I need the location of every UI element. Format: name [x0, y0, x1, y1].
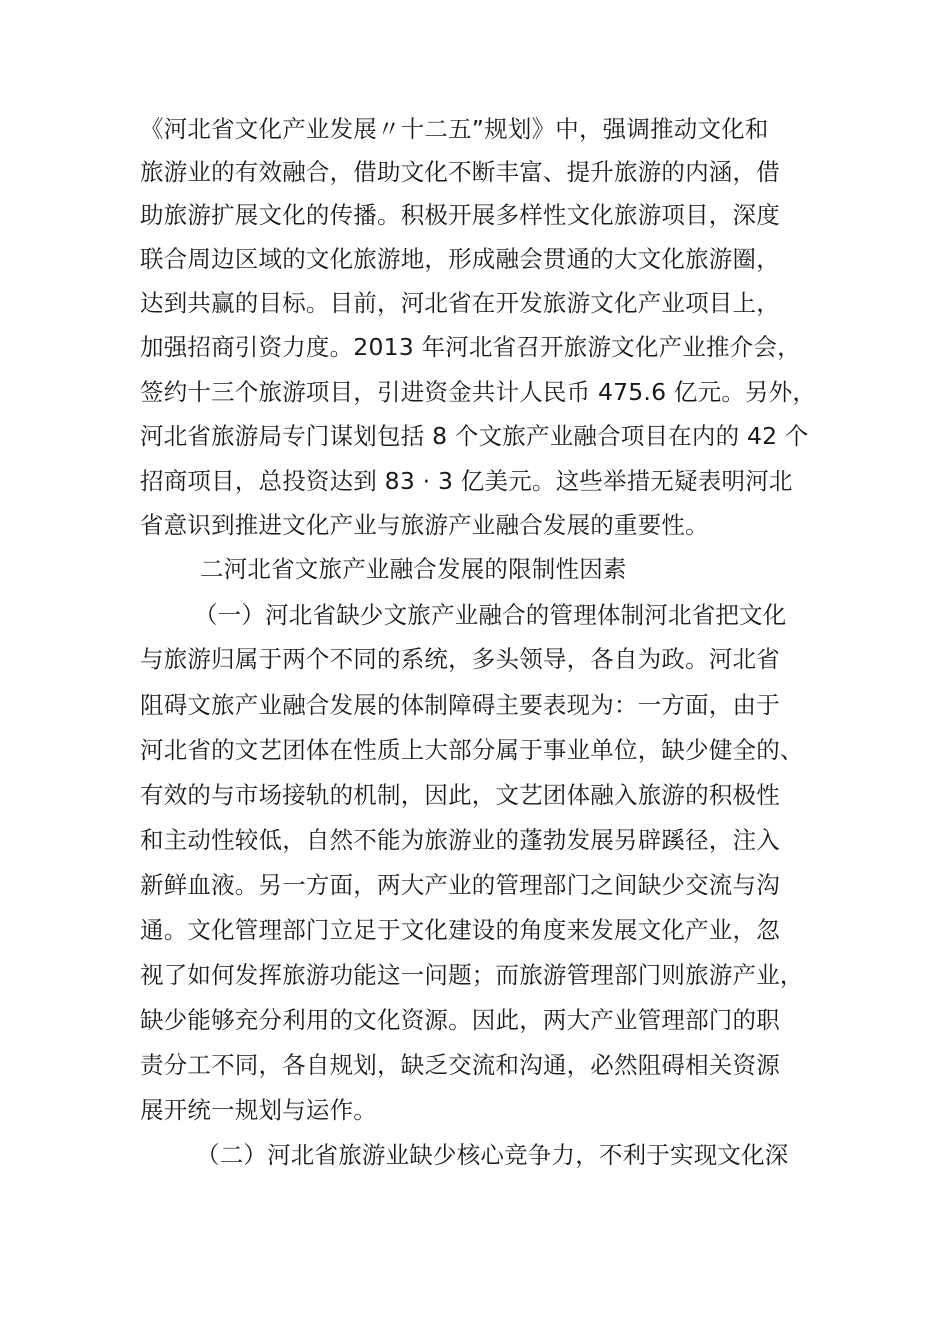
text-line: 展开统一规划与运作。 — [140, 1096, 377, 1124]
text-line: 视了如何发挥旅游功能这一问题；而旅游管理部门则旅游产业， — [140, 961, 804, 989]
text-line: 省意识到推进文化产业与旅游产业融合发展的重要性。 — [140, 511, 709, 539]
text-line: 签约十三个旅游项目，引进资金共计人民币 475.6 亿元。另外， — [140, 378, 817, 406]
text-line: 达到共赢的目标。目前，河北省在开发旅游文化产业项目上， — [140, 289, 780, 317]
text-line: 通。文化管理部门立足于文化建设的角度来发展文化产业，忽 — [140, 916, 780, 944]
text-line: 有效的与市场接轨的机制，因此，文艺团体融入旅游的积极性 — [140, 781, 780, 809]
text-line: （二）河北省旅游业缺少核心竞争力，不利于实现文化深 — [196, 1141, 789, 1169]
text-line: 河北省旅游局专门谋划包括 8 个文旅产业融合项目在内的 42 个 — [140, 422, 809, 450]
text-line: 助旅游扩展文化的传播。积极开展多样性文化旅游项目，深度 — [140, 201, 780, 229]
text-line: 阻碍文旅产业融合发展的体制障碍主要表现为：一方面，由于 — [140, 691, 780, 719]
text-line: 缺少能够充分利用的文化资源。因此，两大产业管理部门的职 — [140, 1006, 780, 1034]
text-line: 旅游业的有效融合，借助文化不断丰富、提升旅游的内涵，借 — [140, 158, 780, 186]
text-line: 和主动性较低，自然不能为旅游业的蓬勃发展另辟蹊径，注入 — [140, 826, 780, 854]
text-line: 加强招商引资力度。2013 年河北省召开旅游文化产业推介会， — [140, 333, 801, 361]
text-line: 《河北省文化产业发展〃十二五”规划》中，强调推动文化和 — [140, 115, 769, 143]
text-line: 新鲜血液。另一方面，两大产业的管理部门之间缺少交流与沟 — [140, 871, 780, 899]
text-line: 招商项目，总投资达到 83 · 3 亿美元。这些举措无疑表明河北 — [140, 467, 793, 495]
section-heading: 二河北省文旅产业融合发展的限制性因素 — [200, 555, 627, 583]
text-line: 责分工不同，各自规划，缺乏交流和沟通，必然阻碍相关资源 — [140, 1051, 780, 1079]
text-line: 联合周边区域的文化旅游地，形成融会贯通的大文化旅游圈， — [140, 245, 780, 273]
text-line: 河北省的文艺团体在性质上大部分属于事业单位，缺少健全的、 — [140, 736, 804, 764]
text-line: 与旅游归属于两个不同的系统，多头领导，各自为政。河北省 — [140, 645, 780, 673]
text-line: （一）河北省缺少文旅产业融合的管理体制河北省把文化 — [194, 601, 787, 629]
